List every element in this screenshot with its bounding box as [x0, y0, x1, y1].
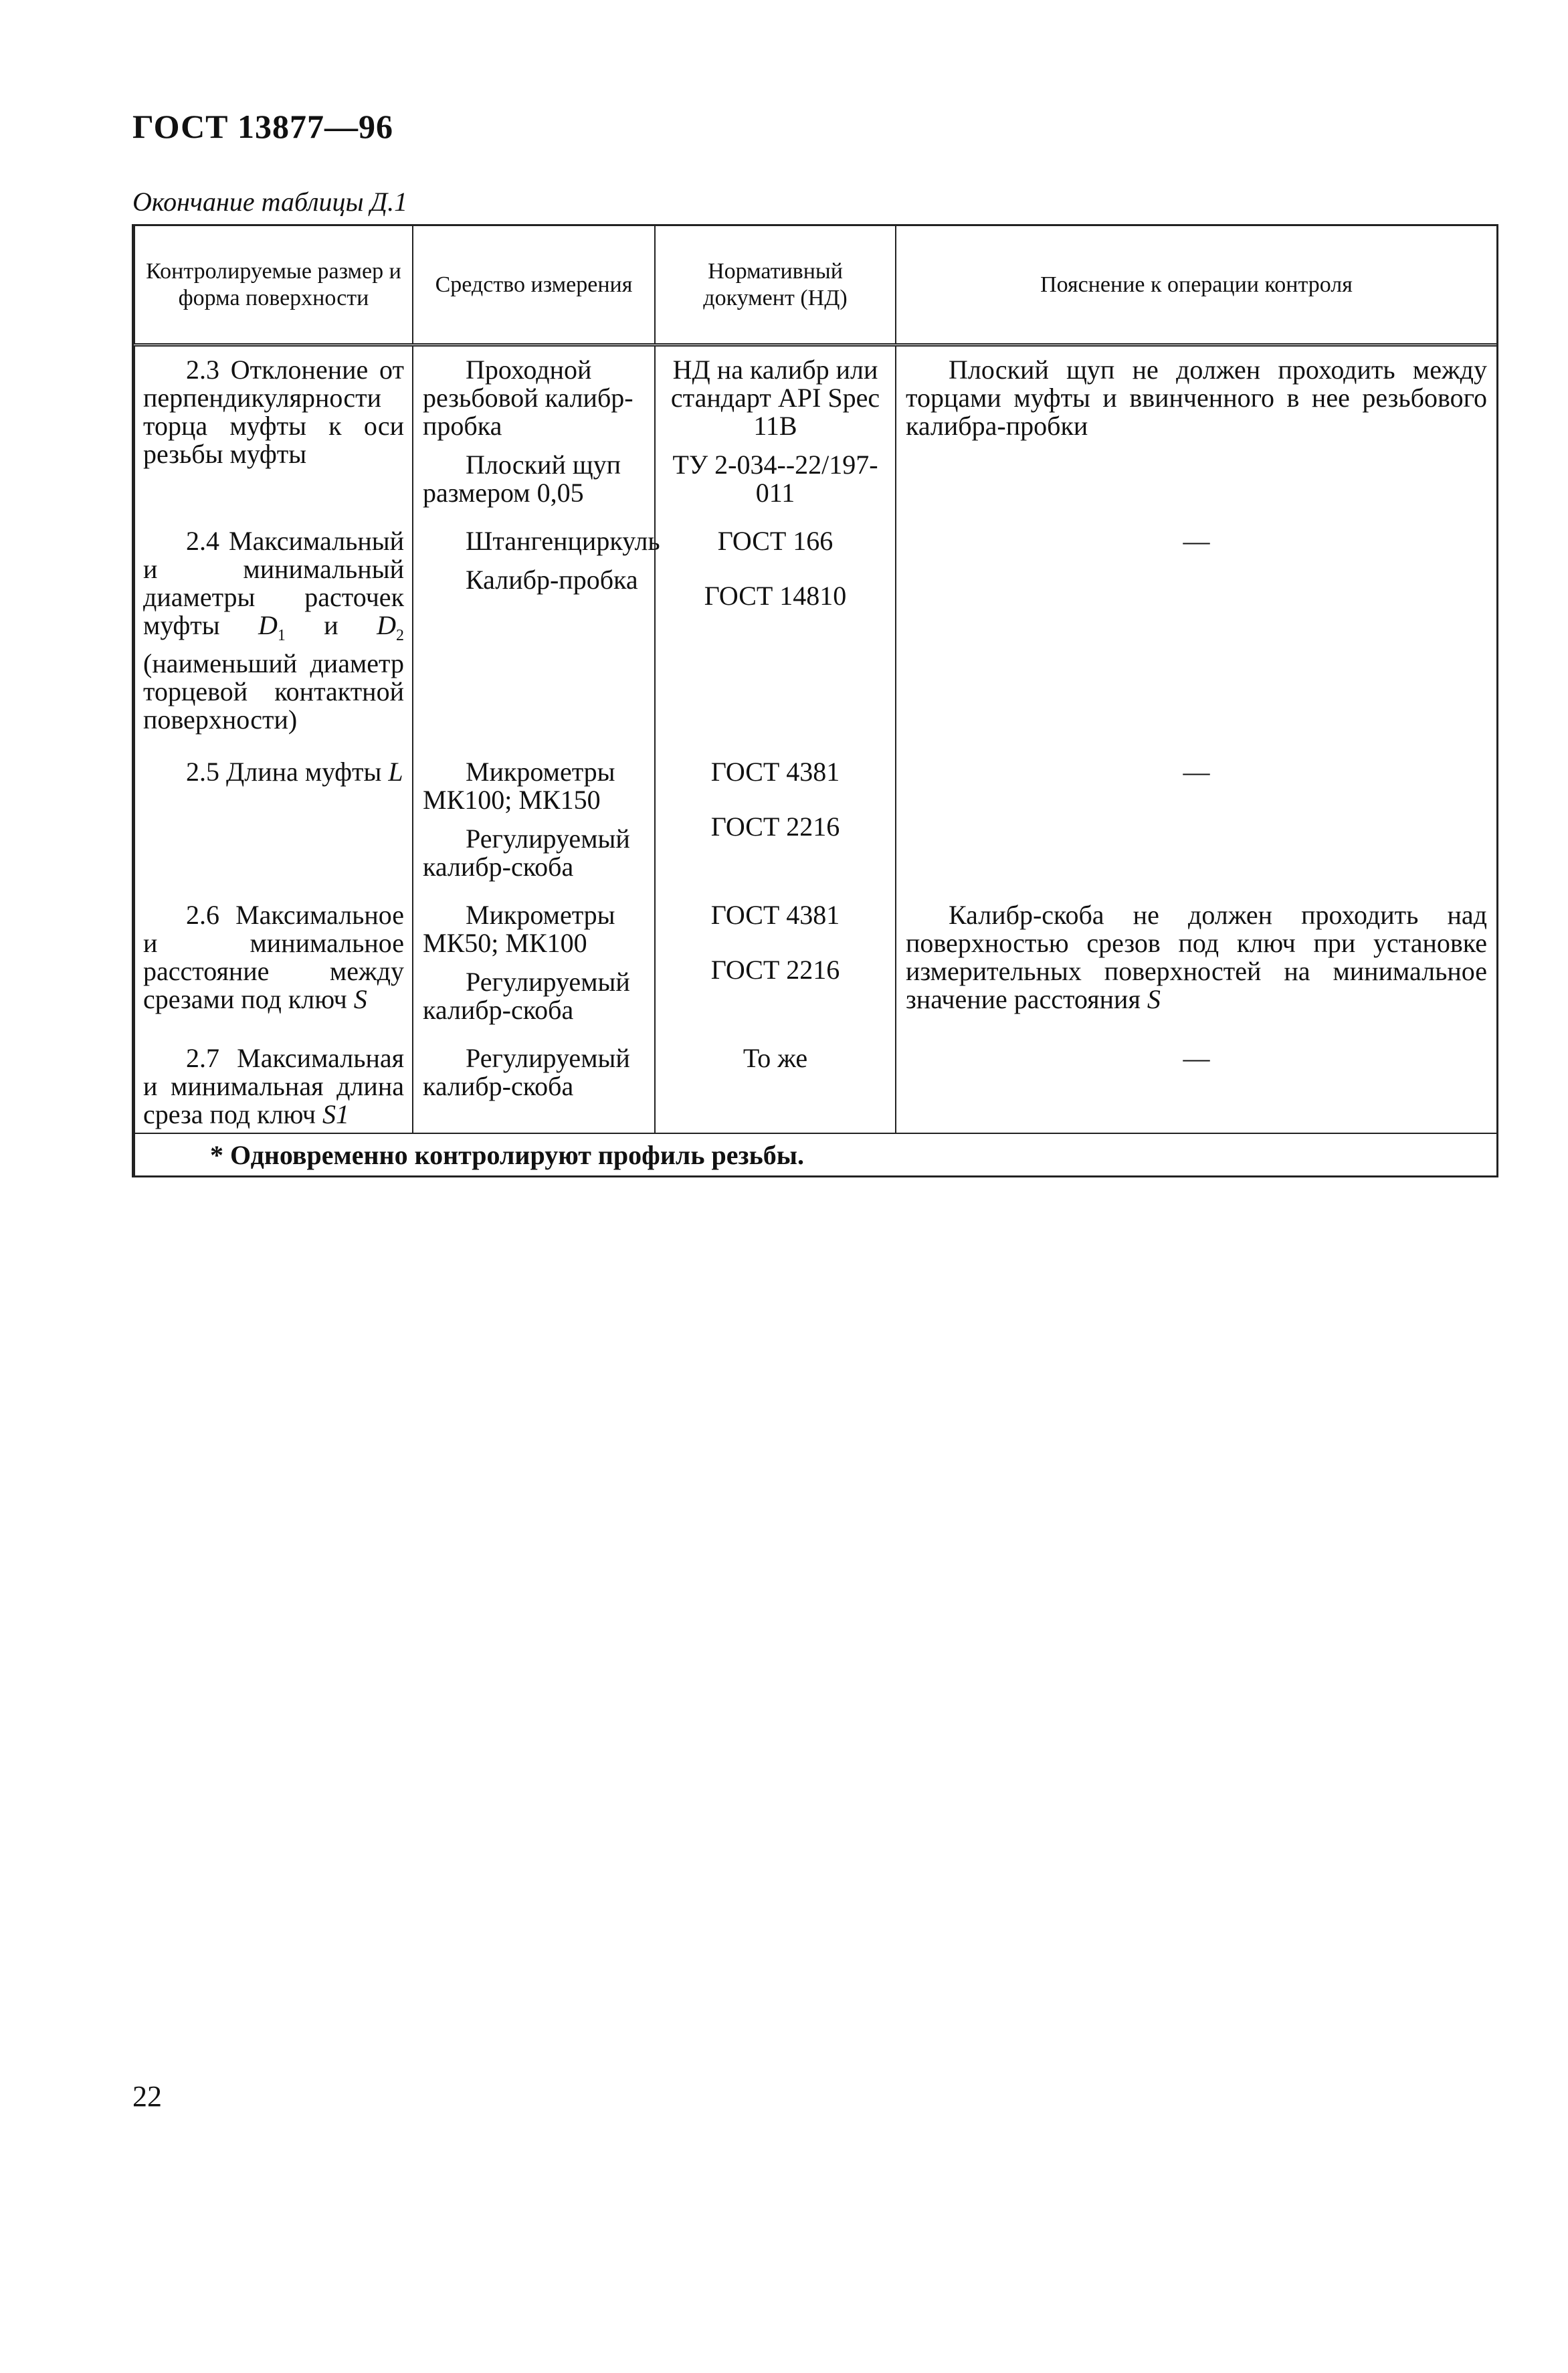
table-header-row	[134, 226, 1497, 345]
instrument-text: Плоский щуп размером 0,05	[423, 450, 621, 508]
parameter-text	[143, 1044, 404, 1129]
header-document: Нормативный документ (НД)	[655, 226, 896, 345]
parameter-text	[143, 527, 404, 734]
parameter-cell	[134, 1035, 413, 1133]
parameter-prefix: 2.6 Максимальное и минимальное расстояние между срезами под ключ	[143, 900, 404, 1014]
instrument-text: Проходной резьбовой калибр-пробка	[423, 355, 633, 441]
instrument-text: Калибр-пробка	[466, 565, 638, 595]
parameter-cell	[134, 518, 413, 749]
instrument-cell	[413, 518, 660, 749]
parameter-prefix: 2.4 Максимальный и минимальный диаметры расточек муфты	[143, 526, 404, 640]
document-cell	[655, 892, 896, 1035]
explanation-dash: —	[1183, 1043, 1210, 1073]
document-cell	[655, 749, 896, 892]
parameter-text	[143, 758, 404, 786]
instrument-text: Регулируемый калибр-скоба	[423, 1043, 630, 1101]
document-text: ГОСТ 14810	[704, 581, 847, 611]
document-title: ГОСТ 13877—96	[132, 108, 394, 145]
document-text: ГОСТ 2216	[710, 812, 840, 842]
parameter-suffix: (наименьший диаметр торцевой контактной поверхности)	[143, 648, 404, 735]
cut-length-symbol: S1	[322, 1099, 350, 1129]
parameter-text: 2.3 Отклонение от перпендикулярности торца муфты к оси резьбы муфты	[143, 355, 404, 469]
document-text: ТУ 2-034--22/197-011	[672, 450, 878, 508]
page-number: 22	[132, 2080, 162, 2113]
explanation-cell	[896, 345, 1497, 518]
table-row	[134, 1035, 1497, 1133]
instrument-text: Микрометры МК100; МК150	[423, 757, 615, 815]
document-cell	[655, 1035, 896, 1133]
length-symbol: L	[388, 757, 403, 787]
explanation-cell	[896, 892, 1497, 1035]
control-table	[132, 224, 1498, 1177]
header-explanation: Пояснение к операции контроля	[896, 226, 1497, 345]
instrument-cell	[413, 1035, 655, 1133]
and-word: и	[324, 610, 338, 640]
spacing-symbol: S	[353, 984, 367, 1014]
d1-subscript: 1	[277, 627, 286, 644]
instrument-text: Регулируемый калибр-скоба	[423, 967, 630, 1025]
document-text: ГОСТ 166	[717, 526, 834, 556]
table-row	[134, 345, 1497, 518]
explanation-cell	[896, 749, 1497, 892]
instrument-cell	[413, 749, 655, 892]
instrument-cell	[413, 345, 655, 518]
table-row	[134, 518, 1497, 749]
explanation-cell	[896, 518, 1497, 749]
document-cell	[655, 518, 896, 749]
instrument-text: Штангенциркуль	[466, 526, 660, 556]
document-text: НД на калибр или стандарт API Spec 11B	[670, 355, 880, 441]
parameter-cell	[134, 749, 413, 892]
document-text: То же	[743, 1043, 808, 1073]
explanation-prefix: Калибр-скоба не должен проходить над поверхностью срезов под ключ при установке измерительных поверхностей на минимальное значение расстояния	[906, 900, 1487, 1014]
explanation-text: Плоский щуп не должен проходить между торцами муфты и ввинченного в нее резьбового калибра-пробки	[906, 355, 1487, 441]
header-parameter: Контролируемые размер и форма поверхности	[134, 226, 413, 345]
instrument-text: Микрометры МК50; МК100	[423, 900, 615, 958]
spacing-symbol: S	[1147, 984, 1161, 1014]
table-footnote: * Одновременно контролируют профиль резьбы.	[134, 1133, 1497, 1175]
table-row	[134, 749, 1497, 892]
parameter-text	[143, 901, 404, 1014]
instrument-cell	[413, 892, 655, 1035]
explanation-text	[906, 901, 1487, 1014]
parameter-prefix: 2.7 Максимальная и минимальная длина среза под ключ	[143, 1043, 404, 1129]
explanation-cell	[896, 1035, 1497, 1133]
parameter-cell	[134, 892, 413, 1035]
instrument-text: Регулируемый калибр-скоба	[423, 824, 630, 882]
d1-symbol: D	[258, 610, 278, 640]
document-text: ГОСТ 2216	[710, 955, 840, 985]
header-instrument: Средство измерения	[413, 226, 655, 345]
document-cell	[655, 345, 896, 518]
footnote-row	[134, 1133, 1497, 1175]
document-text: ГОСТ 4381	[710, 900, 840, 930]
table-caption: Окончание таблицы Д.1	[132, 187, 408, 217]
d2-subscript: 2	[396, 627, 404, 644]
explanation-dash: —	[1183, 757, 1210, 787]
table-row	[134, 892, 1497, 1035]
d2-symbol: D	[377, 610, 396, 640]
parameter-cell	[134, 345, 413, 518]
parameter-prefix: 2.5 Длина муфты	[186, 757, 382, 787]
explanation-dash: —	[1183, 526, 1210, 556]
document-text: ГОСТ 4381	[710, 757, 840, 787]
